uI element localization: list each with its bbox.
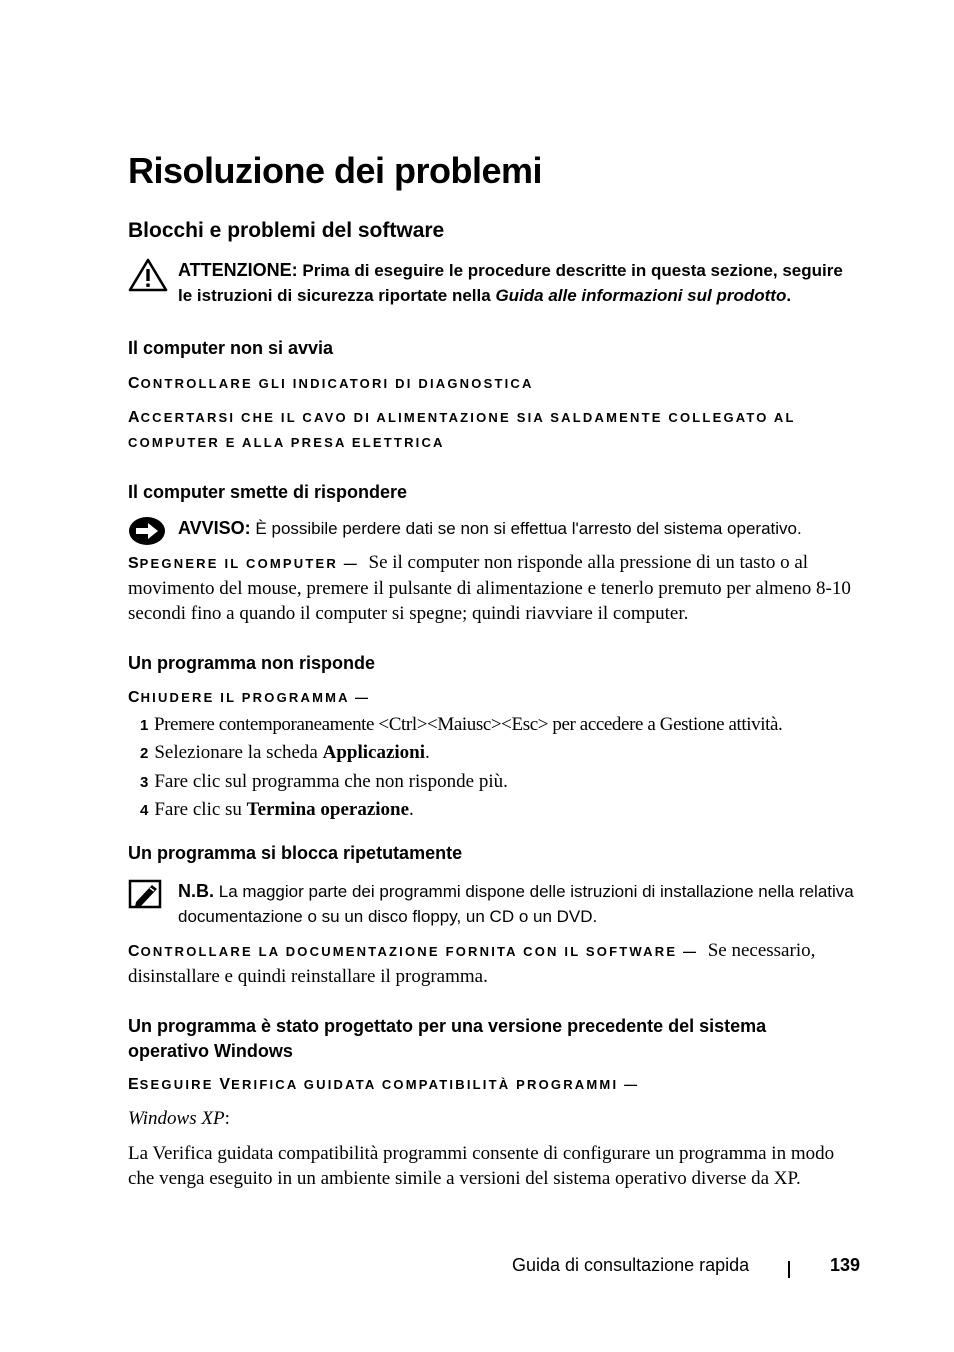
heading-computer-not-starting: Il computer non si avvia bbox=[128, 338, 334, 358]
heading-computer-stops-responding: Il computer smette di rispondere bbox=[128, 482, 408, 502]
check-documentation-paragraph: CONTROLLARE LA DOCUMENTAZIONE FORNITA CON IL SOFTWARE — Se necessario, disinstallare e quindi reinstallare il programma. bbox=[128, 940, 816, 987]
notice-note bbox=[128, 516, 858, 541]
caution-label: ATTENZIONE: bbox=[178, 260, 298, 280]
footer-guide-title: Guida di consultazione rapida bbox=[512, 1255, 750, 1275]
warning-triangle-icon bbox=[128, 258, 168, 297]
page-footer bbox=[512, 1255, 862, 1276]
guide-title: Guida alle informazioni sul prodotto bbox=[495, 286, 787, 305]
close-program-heading: CHIUDERE IL PROGRAMMA — bbox=[128, 689, 371, 706]
check-documentation-heading: CONTROLLARE LA DOCUMENTAZIONE FORNITA CON IL SOFTWARE — bbox=[128, 943, 699, 960]
list-item: 4 Fare clic su Termina operazione. bbox=[140, 798, 414, 820]
list-item: 1 Premere contemporaneamente <Ctrl><Maiusc><Esc> per accedere a Gestione attività. bbox=[140, 714, 783, 735]
section-heading: Blocchi e problemi del software bbox=[128, 219, 445, 242]
caution-text: Prima di eseguire le procedure descritte in questa sezione, seguire le istruzioni di sicurezza riportate nella bbox=[178, 261, 843, 305]
notice-arrow-icon bbox=[128, 516, 166, 551]
notice-text: È possibile perdere dati se non si effettua l'arresto del sistema operativo. bbox=[255, 519, 802, 538]
notice-label: AVVISO: bbox=[178, 518, 251, 538]
os-label: Windows XP: bbox=[128, 1108, 230, 1129]
step-check-power-cable: ACCERTARSI CHE IL CAVO DI ALIMENTAZIONE SIA SALDAMENTE COLLEGATO AL COMPUTER E ALLA PRESA ELETTRICA bbox=[128, 409, 796, 450]
compatibility-paragraph: La Verifica guidata compatibilità programmi consente di configurare un programma in modo che venga eseguito in un ambiente simile a versioni del sistema operativo diverse da XP. bbox=[128, 1143, 835, 1189]
close-program-steps bbox=[140, 711, 782, 824]
nb-note bbox=[128, 879, 858, 929]
compatibility-wizard-heading: ESEGUIRE VERIFICA GUIDATA COMPATIBILITÀ PROGRAMMI — bbox=[128, 1076, 640, 1093]
heading-program-crashes-repeatedly: Un programma si blocca ripetutamente bbox=[128, 843, 463, 863]
list-item: 2 Selezionare la scheda Applicazioni. bbox=[140, 742, 430, 764]
page-title: Risoluzione dei problemi bbox=[128, 150, 543, 191]
list-item: 3 Fare clic sul programma che non risponde più. bbox=[140, 770, 508, 792]
shutdown-paragraph: SPEGNERE IL COMPUTER — Se il computer non risponde alla pressione di un tasto o al movimento del mouse, premere il pulsante di alimentazione e tenerlo premuto per almeno 8-10 secondi fino a quando il computer si spegne; quindi riavviare il computer. bbox=[128, 552, 851, 624]
note-pencil-icon bbox=[128, 879, 164, 914]
shutdown-heading: SPEGNERE IL COMPUTER — bbox=[128, 555, 359, 572]
nb-label: N.B. bbox=[178, 881, 214, 901]
caution-note: ATTENZIONE: Prima di eseguire le procedure descritte in questa sezione, seguire le istruzioni di sicurezza riportate nella Guida alle informazioni sul prodotto. bbox=[128, 258, 858, 308]
footer-separator bbox=[788, 1261, 790, 1278]
heading-program-older-windows: Un programma è stato progettato per una versione precedente del sistema operativo Windows bbox=[128, 1016, 767, 1061]
page-number: 139 bbox=[830, 1255, 861, 1275]
nb-text: La maggior parte dei programmi dispone delle istruzioni di installazione nella relativa documentazione o su un disco floppy, un CD o un DVD. bbox=[178, 882, 854, 926]
step-check-diagnostic-lights: CONTROLLARE GLI INDICATORI DI DIAGNOSTICA bbox=[128, 375, 534, 392]
heading-program-not-responding: Un programma non risponde bbox=[128, 653, 376, 673]
